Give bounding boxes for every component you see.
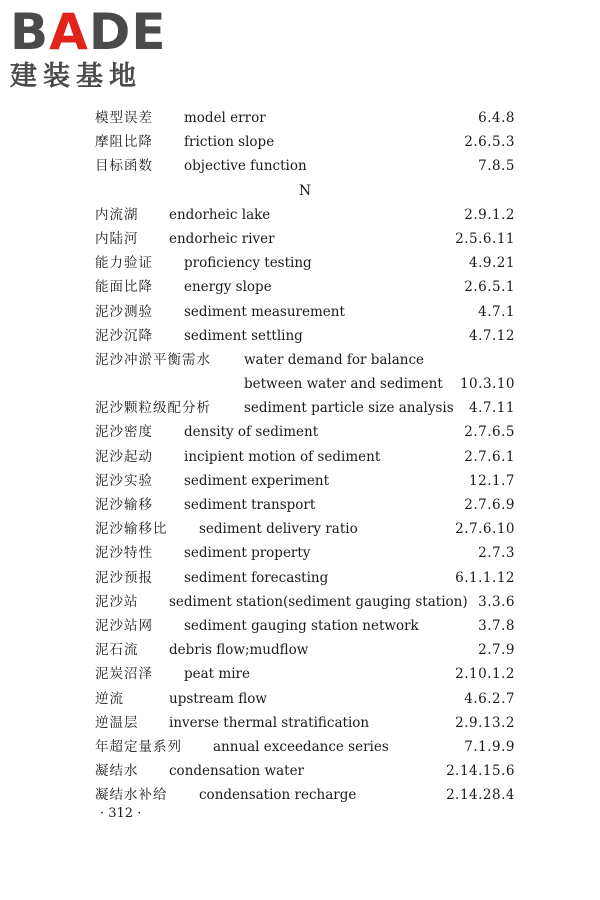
english-term: debris flow;mudflow [169,642,309,659]
chinese-term: 模型误差 [95,110,153,126]
chinese-term: 内陆河 [95,230,139,247]
section-reference: 7.8.5 [478,158,515,175]
chinese-term: 泥沙预报 [95,569,153,586]
chinese-term: 凝结水 [95,763,139,780]
glossary-entry [95,372,515,396]
section-reference: 4.6.2.7 [464,690,515,707]
section-reference: 4.7.1 [478,303,515,320]
english-term: sediment gauging station network [184,617,419,634]
english-term: condensation water [169,763,305,780]
english-term: energy slope [184,279,272,296]
chinese-term: 目标函数 [95,158,153,175]
glossary-entry [95,469,515,493]
glossary-entry [95,324,515,348]
english-term: annual exceedance series [213,738,389,755]
english-term: sediment station(sediment gauging station) [169,593,468,610]
english-term: endorheic river [169,230,275,247]
english-term: sediment experiment [184,472,329,489]
section-reference: 6.1.1.12 [455,569,515,586]
glossary-entry [95,275,515,299]
english-term: inverse thermal stratification [169,714,370,731]
section-reference: 4.7.11 [469,400,515,417]
chinese-term: 泥沙实验 [95,472,153,489]
glossary-entry [95,251,515,275]
chinese-term: 泥沙冲淤平衡需水 [95,351,211,368]
section-reference: 2.6.5.3 [464,134,515,151]
chinese-term: 逆流 [95,690,124,707]
english-term: incipient motion of sediment [184,448,381,465]
english-term: water demand for balance [244,351,425,368]
english-term: sediment particle size analysis [244,400,454,417]
chinese-term: 泥沙测验 [95,303,153,320]
chinese-term: 能力验证 [95,255,153,272]
glossary-entry [95,759,515,783]
glossary-entry [95,638,515,662]
section-reference: 2.9.1.2 [464,206,515,223]
english-term: density of sediment [184,424,319,441]
page-number: · 312 · [100,806,142,821]
section-reference: 4.7.12 [469,327,515,344]
glossary-entry [95,493,515,517]
section-reference: 4.9.21 [469,255,515,272]
glossary-entry [95,687,515,711]
section-reference: 2.6.5.1 [464,279,515,296]
english-term: objective function [184,158,307,175]
glossary-entry [95,566,515,590]
chinese-term: 年超定量系列 [95,738,182,755]
section-reference: 6.4.8 [478,110,515,126]
section-reference: 2.7.6.10 [455,521,515,538]
bade-logo [10,3,180,96]
section-reference: 2.7.3 [478,545,515,562]
english-term: friction slope [184,134,275,151]
chinese-term: 泥石流 [95,642,139,659]
glossary-list [95,106,515,807]
glossary-entry [95,614,515,638]
chinese-term: 能面比降 [95,279,153,296]
glossary-entry [95,227,515,251]
glossary-entry [95,517,515,541]
chinese-term: 泥沙起动 [95,448,153,465]
logo-subtitle: 建装基地 [10,61,142,92]
section-reference: 2.10.1.2 [455,666,515,683]
chinese-term: 泥沙密度 [95,424,153,441]
glossary-entry [95,590,515,614]
glossary-entry [95,203,515,227]
section-reference: 2.9.13.2 [455,714,515,731]
section-reference: 2.7.6.1 [464,448,515,465]
english-term: endorheic lake [169,206,271,223]
chinese-term: 泥沙输移 [95,497,153,513]
english-term: model error [184,110,266,126]
chinese-term: 内流湖 [95,206,139,223]
glossary-entry [95,130,515,154]
glossary-entry [95,348,515,372]
section-reference: 12.1.7 [469,472,515,489]
logo-wordmark: BADE [10,3,167,61]
section-reference: 2.7.6.9 [464,497,515,513]
section-reference: 3.3.6 [478,593,515,610]
english-term: peat mire [184,666,250,683]
chinese-term: 泥炭沼泽 [95,666,153,683]
section-reference: 2.14.15.6 [446,763,515,780]
glossary-entry [95,106,515,130]
english-term: sediment property [184,545,311,562]
glossary-entry [95,783,515,807]
glossary-entry [95,735,515,759]
glossary-entry [95,445,515,469]
section-letter: N [298,182,312,199]
glossary-entry [95,711,515,735]
chinese-term: 泥沙颗粒级配分析 [95,400,211,417]
english-term: upstream flow [169,690,267,707]
chinese-term: 逆温层 [95,714,139,731]
chinese-term: 泥沙输移比 [95,521,168,538]
glossary-entry [95,541,515,565]
chinese-term: 泥沙特性 [95,545,153,562]
english-term: proficiency testing [184,255,312,272]
section-reference: 2.14.28.4 [446,787,515,804]
chinese-term: 凝结水补给 [95,787,168,804]
chinese-term: 泥沙站网 [95,617,153,634]
section-reference: 7.1.9.9 [464,738,515,755]
english-term: sediment forecasting [184,569,329,586]
section-reference: 10.3.10 [459,376,515,393]
section-reference: 3.7.8 [478,617,515,634]
section-reference: 2.7.6.5 [464,424,515,441]
english-term: sediment delivery ratio [199,521,358,538]
chinese-term: 泥沙沉降 [95,327,153,344]
english-term: sediment settling [184,327,303,344]
english-term: between water and sediment [244,376,443,393]
section-heading [95,179,515,203]
english-term: sediment transport [184,497,316,513]
english-term: condensation recharge [199,787,357,804]
glossary-entry [95,396,515,420]
glossary-entry [95,300,515,324]
glossary-entry [95,662,515,686]
section-reference: 2.7.9 [478,642,515,659]
section-reference: 2.5.6.11 [455,230,515,247]
chinese-term: 泥沙站 [95,593,139,610]
english-term: sediment measurement [184,303,345,320]
chinese-term: 摩阻比降 [95,134,153,151]
glossary-entry [95,420,515,444]
glossary-entry [95,154,515,178]
